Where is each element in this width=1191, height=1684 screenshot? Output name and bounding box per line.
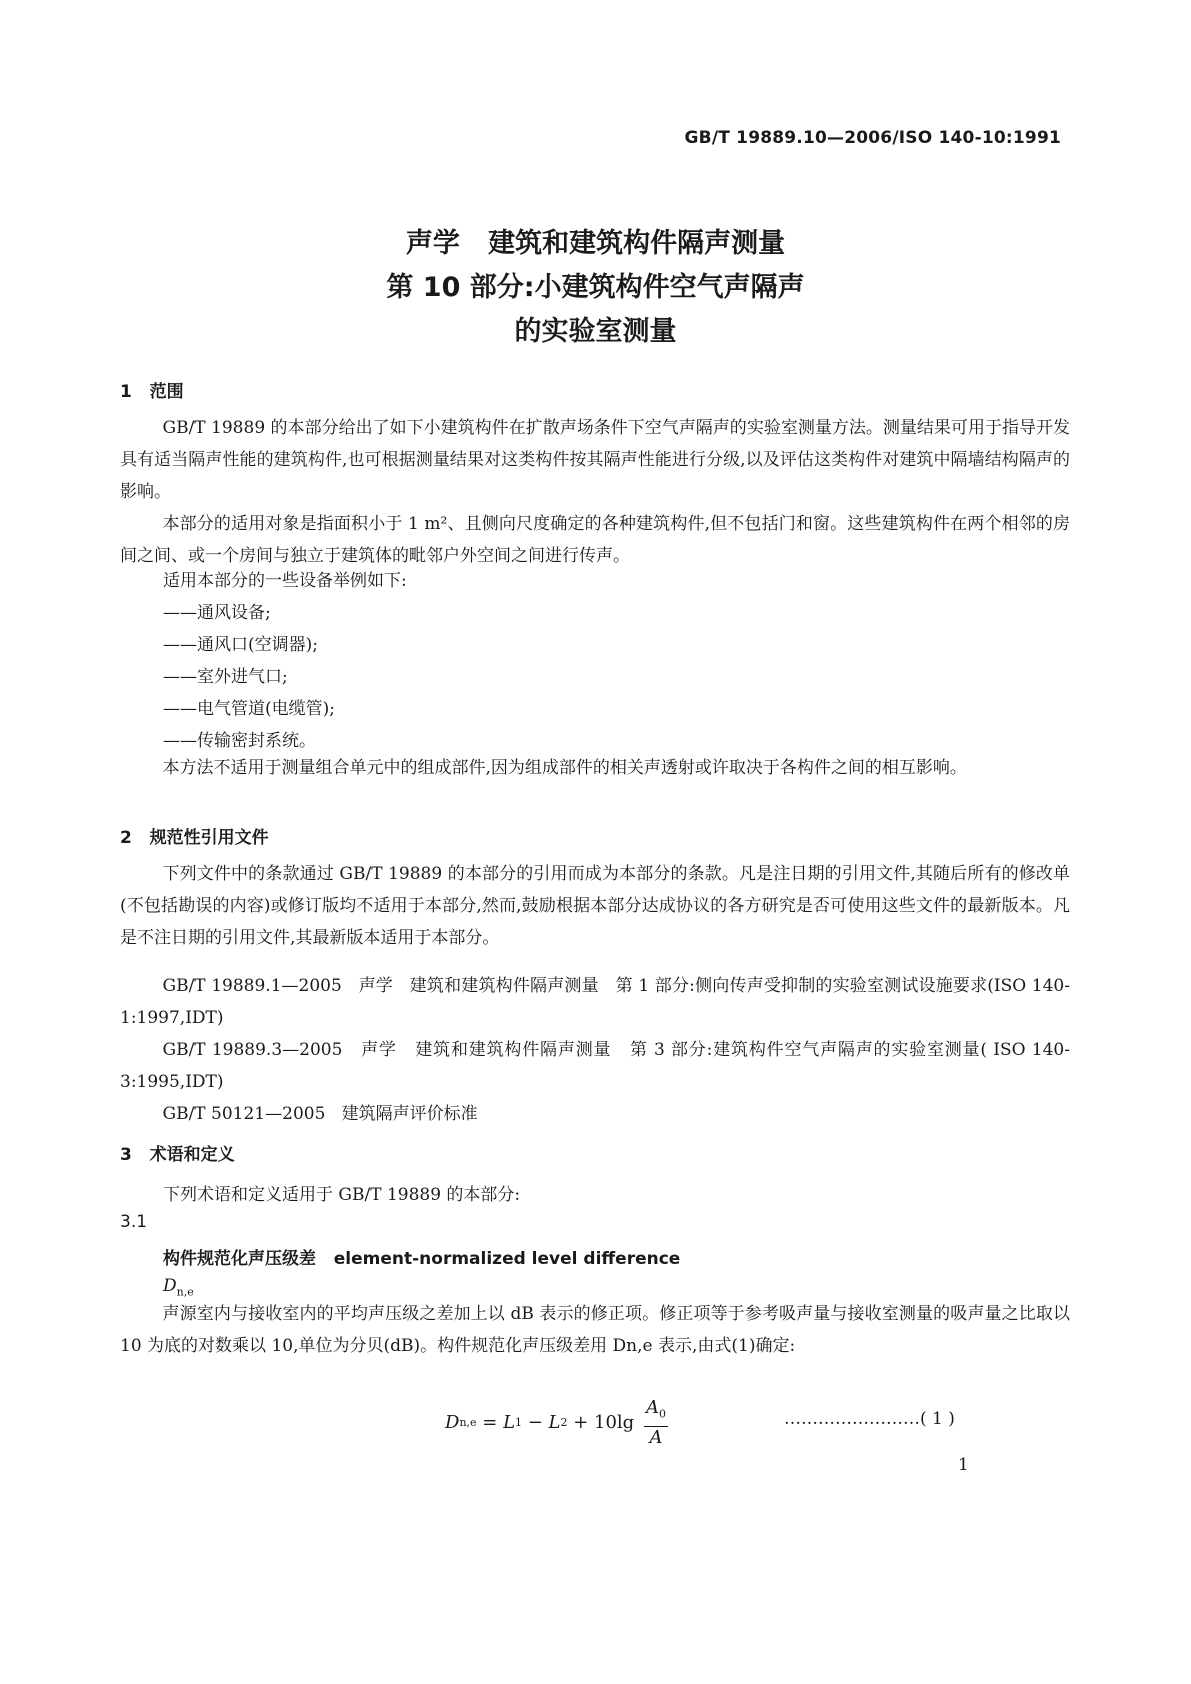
term-definition: 声源室内与接收室内的平均声压级之差加上以 dB 表示的修正项。修正项等于参考吸声量与接收室测量的吸声量之比取以 10 为底的对数乘以 10,单位为分贝(dB)。构件规范化声压级差用 Dn,e 表示,由式(1)确定:: [120, 1304, 1070, 1356]
reference-2: GB/T 19889.3—2005 声学 建筑和建筑构件隔声测量 第 3 部分:建筑构件空气声隔声的实验室测量( ISO 140-3:1995,IDT): [120, 1040, 1070, 1092]
term-title: 构件规范化声压级差 element-normalized level difference: [163, 1249, 681, 1269]
section-2-heading: 2 规范性引用文件: [120, 828, 269, 848]
list-item: ——传输密封系统。: [163, 731, 316, 751]
term-symbol: $D_{n,e}$: [163, 1276, 194, 1299]
equation-number: ……………………( 1 ): [784, 1409, 955, 1429]
section-1-paragraph-1: GB/T 19889 的本部分给出了如下小建筑构件在扩散声场条件下空气声隔声的实验室测量方法。测量结果可用于指导开发具有适当隔声性能的建筑构件,也可根据测量结果对这类构件按其隔声性能进行分级,以及评估这类构件对建筑中隔墙结构隔声的影响。: [120, 418, 1070, 502]
section-2-paragraph-1: 下列文件中的条款通过 GB/T 19889 的本部分的引用而成为本部分的条款。凡是注日期的引用文件,其随后所有的修改单(不包括勘误的内容)或修订版均不适用于本部分,然而,鼓励根据本部分达成协议的各方研究是否可使用这些文件的最新版本。凡是不注日期的引用文件,其最新版本适用于本部分。: [120, 864, 1070, 948]
formula-1: D n,e = L 1 − L 2 + 10lg $\frac{A_0}{A}$: [445, 1397, 666, 1448]
list-item: ——电气管道(电缆管);: [163, 699, 335, 719]
fraction: $\frac{A_0}{A}$: [645, 1397, 666, 1448]
section-1-paragraph-3: 适用本部分的一些设备举例如下:: [163, 571, 407, 591]
section-1-paragraph-2: 本部分的适用对象是指面积小于 1 m²、且侧向尺度确定的各种建筑构件,但不包括门和窗。这些建筑构件在两个相邻的房间之间、或一个房间与独立于建筑体的毗邻户外空间之间进行传声。: [120, 514, 1070, 566]
section-3-heading: 3 术语和定义: [120, 1145, 235, 1165]
section-3-intro: 下列术语和定义适用于 GB/T 19889 的本部分:: [163, 1185, 521, 1205]
page-number: 1: [958, 1455, 969, 1475]
title-line-3: 的实验室测量: [514, 316, 677, 347]
document-title: [0, 222, 1191, 354]
term-number: 3.1: [120, 1212, 148, 1232]
list-item: ——通风口(空调器);: [163, 635, 318, 655]
title-line-2: 第 10 部分:小建筑构件空气声隔声: [386, 272, 805, 303]
list-item: ——通风设备;: [163, 603, 271, 623]
section-1-heading: 1 范围: [120, 382, 184, 402]
section-1-paragraph-4: 本方法不适用于测量组合单元中的组成部件,因为组成部件的相关声透射或许取决于各构件之间的相互影响。: [162, 758, 967, 778]
reference-1: GB/T 19889.1—2005 声学 建筑和建筑构件隔声测量 第 1 部分:侧向传声受抑制的实验室测试设施要求(ISO 140-1:1997,IDT): [120, 976, 1070, 1028]
list-item: ——室外进气口;: [163, 667, 288, 687]
title-line-1: 声学 建筑和建筑构件隔声测量: [405, 228, 786, 259]
reference-3: GB/T 50121—2005 建筑隔声评价标准: [162, 1104, 478, 1124]
standard-code: GB/T 19889.10—2006/ISO 140-10:1991: [684, 128, 1061, 148]
